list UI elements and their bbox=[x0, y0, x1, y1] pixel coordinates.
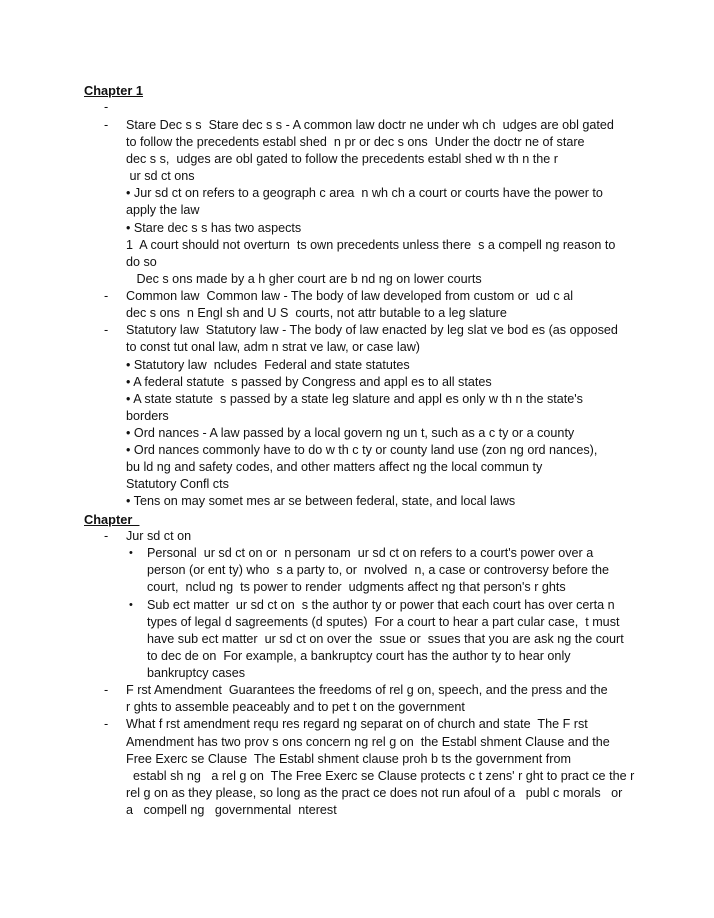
dash-marker: - bbox=[104, 118, 109, 132]
text-line: a compell ng governmental nterest bbox=[126, 803, 337, 817]
text-line: apply the law bbox=[126, 203, 200, 217]
text-line: ur sd ct ons bbox=[126, 169, 195, 183]
text-line: bu ld ng and safety codes, and other matters affect ng the local commun ty bbox=[126, 460, 543, 474]
text-line: 1 A court should not overturn ts own precedents unless there s a compell ng reason to bbox=[126, 238, 616, 252]
chapter-2-heading: Chapter bbox=[84, 512, 140, 527]
text-line: • Jur sd ct on refers to a geograph c area n wh ch a court or courts have the power to bbox=[126, 186, 603, 200]
text-line: to dec de on For example, a bankruptcy court has the author ty to hear only bbox=[147, 649, 571, 663]
text-line: • Statutory law ncludes Federal and state statutes bbox=[126, 358, 410, 372]
dash-marker: - bbox=[104, 717, 109, 731]
text-line: Free Exerc se Clause The Establ shment clause proh b ts the government from bbox=[126, 752, 571, 766]
bullet-marker: • bbox=[129, 599, 133, 611]
text-line: have sub ect matter ur sd ct on over the ssue or ssues that you are ask ng the court bbox=[147, 632, 624, 646]
text-line: Jur sd ct on bbox=[126, 529, 192, 543]
text-line: • A federal statute s passed by Congress and appl es to all states bbox=[126, 375, 492, 389]
text-line: bankruptcy cases bbox=[147, 666, 246, 680]
text-line: rel g on as they please, so long as the pract ce does not run afoul of a publ c morals or bbox=[126, 786, 623, 800]
chapter-1-heading: Chapter 1 bbox=[84, 83, 144, 98]
dash-marker: - bbox=[104, 323, 109, 337]
text-line: r ghts to assemble peaceably and to pet t on the government bbox=[126, 700, 465, 714]
text-line: What f rst amendment requ res regard ng separat on of church and state The F rst bbox=[126, 717, 588, 731]
dash-marker: - bbox=[104, 100, 109, 114]
text-line: types of legal d sagreements (d sputes) For a court to hear a part cular case, t must bbox=[147, 615, 620, 629]
text-line: to const tut onal law, adm n strat ve law, or case law) bbox=[126, 340, 420, 354]
text-line: borders bbox=[126, 409, 169, 423]
dash-marker: - bbox=[104, 529, 109, 543]
text-line: • Ord nances - A law passed by a local govern ng un t, such as a c ty or a county bbox=[126, 426, 575, 440]
text-line: Statutory Confl cts bbox=[126, 477, 229, 491]
text-line: Common law Common law - The body of law developed from custom or ud c al bbox=[126, 289, 574, 303]
dash-marker: - bbox=[104, 289, 109, 303]
text-line: • Stare dec s s has two aspects bbox=[126, 221, 302, 235]
text-line: Dec s ons made by a h gher court are b nd ng on lower courts bbox=[126, 272, 482, 286]
text-line: • Ord nances commonly have to do w th c ty or county land use (zon ng ord nances), bbox=[126, 443, 598, 457]
text-line: • A state statute s passed by a state leg slature and appl es only w th n the state's bbox=[126, 392, 583, 406]
text-line: • Tens on may somet mes ar se between federal, state, and local laws bbox=[126, 494, 516, 508]
text-line: person (or ent ty) who s a party to, or nvolved n, a case or controversy before the bbox=[147, 563, 609, 577]
text-line: Stare Dec s s Stare dec s s - A common law doctr ne under wh ch udges are obl gated bbox=[126, 118, 614, 132]
text-line: F rst Amendment Guarantees the freedoms of rel g on, speech, and the press and the bbox=[126, 683, 608, 697]
text-line: dec s ons n Engl sh and U S courts, not attr butable to a leg slature bbox=[126, 306, 507, 320]
text-line: Personal ur sd ct on or n personam ur sd ct on refers to a court's power over a bbox=[147, 546, 594, 560]
text-line: Amendment has two prov s ons concern ng rel g on the Establ shment Clause and the bbox=[126, 735, 610, 749]
dash-marker: - bbox=[104, 683, 109, 697]
text-line: establ sh ng a rel g on The Free Exerc se Clause protects c t zens' r ght to pract ce the r bbox=[126, 769, 635, 783]
text-line: to follow the precedents establ shed n pr or dec s ons Under the doctr ne of stare bbox=[126, 135, 585, 149]
text-line: Sub ect matter ur sd ct on s the author ty or power that each court has over certa n bbox=[147, 598, 615, 612]
text-line: dec s s, udges are obl gated to follow the precedents establ shed w th n the r bbox=[126, 152, 558, 166]
text-line: court, nclud ng ts power to render udgments affect ng that person's r ghts bbox=[147, 580, 566, 594]
bullet-marker: • bbox=[129, 547, 133, 559]
text-line: do so bbox=[126, 255, 157, 269]
text-line: Statutory law Statutory law - The body of law enacted by leg slat ve bod es (as opposed bbox=[126, 323, 618, 337]
